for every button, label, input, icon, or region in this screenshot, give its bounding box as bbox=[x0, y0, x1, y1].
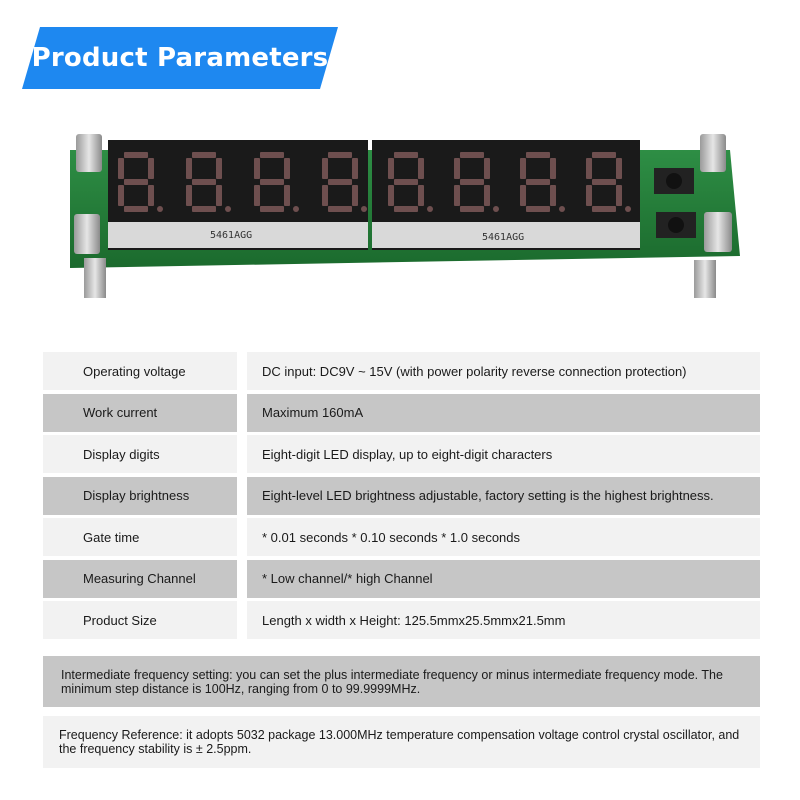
spec-row bbox=[43, 518, 760, 560]
spec-row bbox=[43, 352, 760, 394]
intermediate-frequency-note: Intermediate frequency setting: you can set the plus intermediate frequency or minus intermediate frequency mode. The minimum step distance is 100Hz, ranging from 0 to 99.9999MHz. bbox=[43, 656, 760, 707]
spec-row bbox=[43, 601, 760, 643]
spec-value: DC input: DC9V ~ 15V (with power polarity reverse connection protection) bbox=[247, 352, 760, 390]
spec-table bbox=[43, 352, 760, 643]
spec-label: Display brightness bbox=[43, 477, 237, 515]
spec-row bbox=[43, 560, 760, 602]
title-banner bbox=[22, 27, 338, 89]
spec-value: Length x width x Height: 125.5mmx25.5mmx21.5mm bbox=[247, 601, 760, 639]
product-image bbox=[0, 115, 800, 315]
banner-title: Product Parameters bbox=[31, 43, 329, 73]
spec-value: Eight-digit LED display, up to eight-digit characters bbox=[247, 435, 760, 473]
chip-label-left: 5461AGG bbox=[210, 230, 253, 241]
chip-label-right: 5461AGG bbox=[482, 232, 525, 243]
spec-label: Work current bbox=[43, 394, 237, 432]
spec-value: Maximum 160mA bbox=[247, 394, 760, 432]
spec-row bbox=[43, 477, 760, 519]
spec-label: Operating voltage bbox=[43, 352, 237, 390]
frequency-reference-note: Frequency Reference: it adopts 5032 package 13.000MHz temperature compensation voltage control crystal oscillator, and the frequency stability is ± 2.5ppm. bbox=[43, 716, 760, 768]
spec-label: Measuring Channel bbox=[43, 560, 237, 598]
spec-value: * Low channel/* high Channel bbox=[247, 560, 760, 598]
spec-label: Display digits bbox=[43, 435, 237, 473]
spec-row bbox=[43, 435, 760, 477]
led-frequency-counter-board bbox=[0, 115, 800, 315]
spec-row bbox=[43, 394, 760, 436]
spec-value: Eight-level LED brightness adjustable, factory setting is the highest brightness. bbox=[247, 477, 760, 515]
spec-value: * 0.01 seconds * 0.10 seconds * 1.0 seconds bbox=[247, 518, 760, 556]
spec-label: Product Size bbox=[43, 601, 237, 639]
spec-label: Gate time bbox=[43, 518, 237, 556]
